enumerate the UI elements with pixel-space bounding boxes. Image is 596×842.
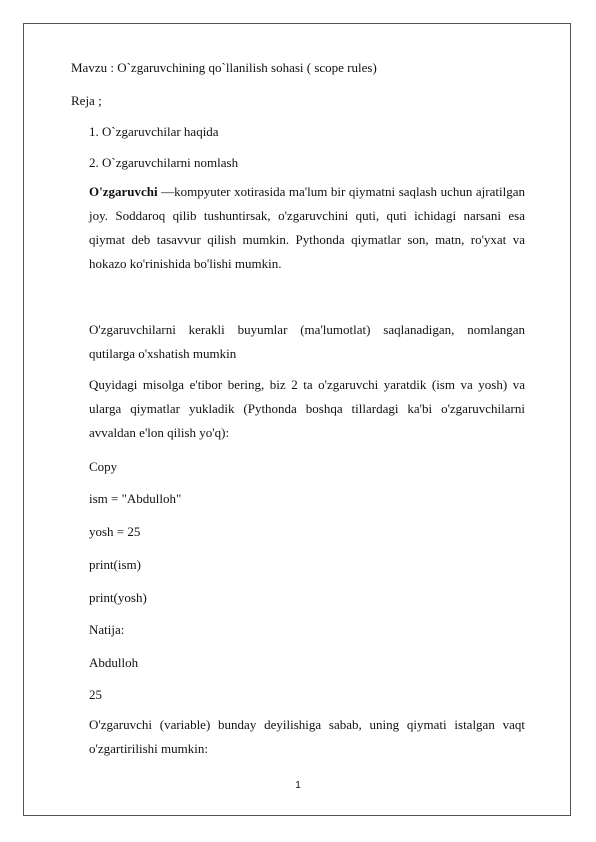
definition-term: O'zgaruvchi (89, 184, 158, 199)
code-line: print(ism) (89, 557, 141, 572)
code-line: print(yosh) (89, 590, 147, 605)
page-number: 1 (295, 780, 301, 791)
output-label: Natija: (89, 622, 125, 637)
output-line: 25 (89, 687, 102, 702)
code-line: ism = "Abdulloh" (89, 491, 182, 506)
plan-item-2: 2. O`zgaruvchilarni nomlash (89, 155, 239, 170)
definition-paragraph (89, 180, 525, 276)
boxes-paragraph: O'zgaruvchilarni kerakli buyumlar (ma'lumotlat) saqlanadigan, nomlangan qutilarga o'xshatish mumkin (89, 322, 525, 361)
definition-text: —kompyuter xotirasida ma'lum bir qiymatni saqlash uchun ajratilgan joy. Soddaroq qilib tushuntirsak, o'zgaruvchini quti, quti ichidagi narsani esa qiymat deb tasavvur qilish mumkin. Pythonda qiymatlar son, matn, ro'yxat va hokazo ko'rinishida bo'lishi mumkin. (89, 184, 525, 271)
plan-heading: Reja ; (71, 93, 102, 108)
code-line: yosh = 25 (89, 524, 141, 539)
plan-item-1: 1. O`zgaruvchilar haqida (89, 124, 219, 139)
topic-line: Mavzu : O`zgaruvchining qo`llanilish sohasi ( scope rules) (71, 60, 377, 75)
variable-paragraph: O'zgaruvchi (variable) bunday deyilishiga sabab, uning qiymati istalgan vaqt o'zgartirilishi mumkin: (89, 717, 525, 756)
output-line: Abdulloh (89, 655, 139, 670)
example-paragraph: Quyidagi misolga e'tibor bering, biz 2 ta o'zgaruvchi yaratdik (ism va yosh) va ularga qiymatlar yukladik (Pythonda boshqa tillardagi ka'bi o'zgaruvchilarni avvaldan e'lon qilish yo'q): (89, 377, 525, 440)
code-line-copy: Copy (89, 459, 118, 474)
